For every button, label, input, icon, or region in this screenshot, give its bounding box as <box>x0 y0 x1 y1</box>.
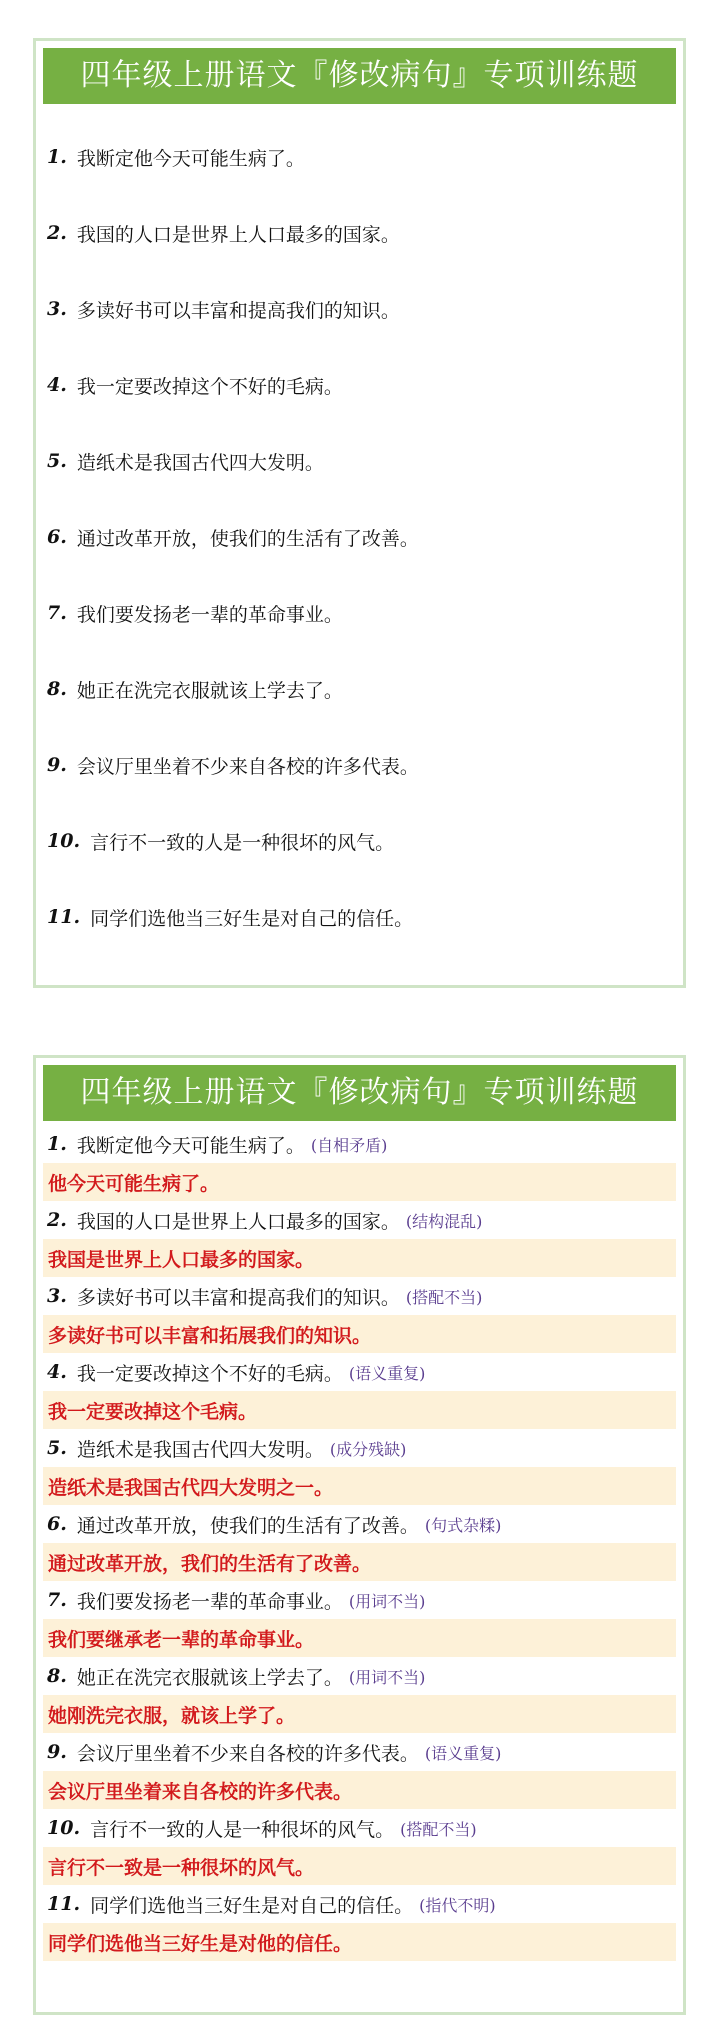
corrected-answer: 通过改革开放，我们的生活有了改善。 <box>43 1543 676 1581</box>
question-item <box>36 119 683 195</box>
question-number: 8. <box>47 1665 67 1687</box>
question-number: 5. <box>47 450 67 472</box>
question-item <box>43 1733 676 1771</box>
corrected-answer: 言行不一致是一种很坏的风气。 <box>43 1847 676 1885</box>
corrected-answer: 他今天可能生病了。 <box>43 1163 676 1201</box>
question-item <box>43 1125 676 1163</box>
question-number: 7. <box>47 1589 67 1611</box>
answer-list <box>36 1125 683 1961</box>
question-number: 2. <box>47 1209 67 1231</box>
corrected-answer: 会议厅里坐着来自各校的许多代表。 <box>43 1771 676 1809</box>
exercise-card <box>33 38 686 988</box>
question-number: 11. <box>47 1893 81 1915</box>
error-type-tag: (语义重复) <box>348 1363 426 1383</box>
question-text: 会议厅里坐着不少来自各校的许多代表。 <box>76 1742 419 1765</box>
error-type-tag: (用词不当) <box>348 1667 426 1687</box>
error-type-tag: (用词不当) <box>348 1591 426 1611</box>
error-type-tag: (句式杂糅) <box>424 1515 502 1535</box>
question-number: 1. <box>47 1133 67 1155</box>
corrected-answer: 我一定要改掉这个毛病。 <box>43 1391 676 1429</box>
question-text: 多读好书可以丰富和提高我们的知识。 <box>76 299 400 322</box>
question-number: 3. <box>47 1285 67 1307</box>
question-item <box>36 575 683 651</box>
corrected-answer: 我国是世界上人口最多的国家。 <box>43 1239 676 1277</box>
question-number: 6. <box>47 1513 67 1535</box>
question-text: 通过改革开放，使我们的生活有了改善。 <box>76 527 419 550</box>
corrected-answer: 我们要继承老一辈的革命事业。 <box>43 1619 676 1657</box>
corrected-answer: 她刚洗完衣服，就该上学了。 <box>43 1695 676 1733</box>
error-type-tag: (自相矛盾) <box>310 1135 388 1155</box>
question-item <box>36 499 683 575</box>
question-number: 9. <box>47 1741 67 1763</box>
question-number: 7. <box>47 602 67 624</box>
corrected-answer: 造纸术是我国古代四大发明之一。 <box>43 1467 676 1505</box>
question-text: 我们要发扬老一辈的革命事业。 <box>76 603 343 626</box>
question-number: 1. <box>47 146 67 168</box>
question-text: 同学们选他当三好生是对自己的信任。 <box>90 1894 414 1917</box>
corrected-answer: 同学们选他当三好生是对他的信任。 <box>43 1923 676 1961</box>
error-type-tag: (结构混乱) <box>405 1211 483 1231</box>
question-number: 10. <box>47 1817 81 1839</box>
question-item <box>36 195 683 271</box>
question-item <box>36 347 683 423</box>
question-item <box>43 1581 676 1619</box>
question-text: 我一定要改掉这个不好的毛病。 <box>76 375 343 398</box>
question-text: 多读好书可以丰富和提高我们的知识。 <box>76 1286 400 1309</box>
question-text: 造纸术是我国古代四大发明。 <box>76 1438 324 1461</box>
question-number: 8. <box>47 678 67 700</box>
question-item <box>36 803 683 879</box>
question-text: 同学们选他当三好生是对自己的信任。 <box>90 907 414 930</box>
question-number: 5. <box>47 1437 67 1459</box>
question-number: 4. <box>47 1361 67 1383</box>
question-item <box>36 879 683 955</box>
question-item <box>36 271 683 347</box>
question-item <box>43 1277 676 1315</box>
error-type-tag: (语义重复) <box>424 1743 502 1763</box>
question-text: 我断定他今天可能生病了。 <box>76 1134 305 1157</box>
question-number: 10. <box>47 830 81 852</box>
question-number: 11. <box>47 906 81 928</box>
question-text: 我国的人口是世界上人口最多的国家。 <box>76 223 400 246</box>
error-type-tag: (搭配不当) <box>405 1287 483 1307</box>
question-text: 通过改革开放，使我们的生活有了改善。 <box>76 1514 419 1537</box>
question-item <box>43 1809 676 1847</box>
error-type-tag: (指代不明) <box>419 1895 496 1915</box>
card-title: 四年级上册语文『修改病句』专项训练题 <box>43 48 676 104</box>
question-item <box>36 423 683 499</box>
question-text: 言行不一致的人是一种很坏的风气。 <box>90 1818 395 1841</box>
question-text: 会议厅里坐着不少来自各校的许多代表。 <box>76 755 419 778</box>
question-number: 2. <box>47 222 67 244</box>
question-item <box>36 727 683 803</box>
card-title: 四年级上册语文『修改病句』专项训练题 <box>43 1065 676 1121</box>
question-text: 造纸术是我国古代四大发明。 <box>76 451 324 474</box>
question-list <box>36 119 683 955</box>
answer-card <box>33 1055 686 2015</box>
question-text: 我国的人口是世界上人口最多的国家。 <box>76 1210 400 1233</box>
question-number: 4. <box>47 374 67 396</box>
error-type-tag: (成分残缺) <box>329 1439 407 1459</box>
question-item <box>43 1885 676 1923</box>
question-number: 6. <box>47 526 67 548</box>
question-text: 我断定他今天可能生病了。 <box>76 147 305 170</box>
question-number: 9. <box>47 754 67 776</box>
question-text: 她正在洗完衣服就该上学去了。 <box>76 1666 343 1689</box>
question-item <box>43 1657 676 1695</box>
question-number: 3. <box>47 298 67 320</box>
error-type-tag: (搭配不当) <box>400 1819 477 1839</box>
question-text: 我们要发扬老一辈的革命事业。 <box>76 1590 343 1613</box>
question-text: 我一定要改掉这个不好的毛病。 <box>76 1362 343 1385</box>
question-item <box>36 651 683 727</box>
question-item <box>43 1353 676 1391</box>
corrected-answer: 多读好书可以丰富和拓展我们的知识。 <box>43 1315 676 1353</box>
question-item <box>43 1429 676 1467</box>
question-text: 她正在洗完衣服就该上学去了。 <box>76 679 343 702</box>
question-item <box>43 1201 676 1239</box>
question-item <box>43 1505 676 1543</box>
question-text: 言行不一致的人是一种很坏的风气。 <box>90 831 395 854</box>
